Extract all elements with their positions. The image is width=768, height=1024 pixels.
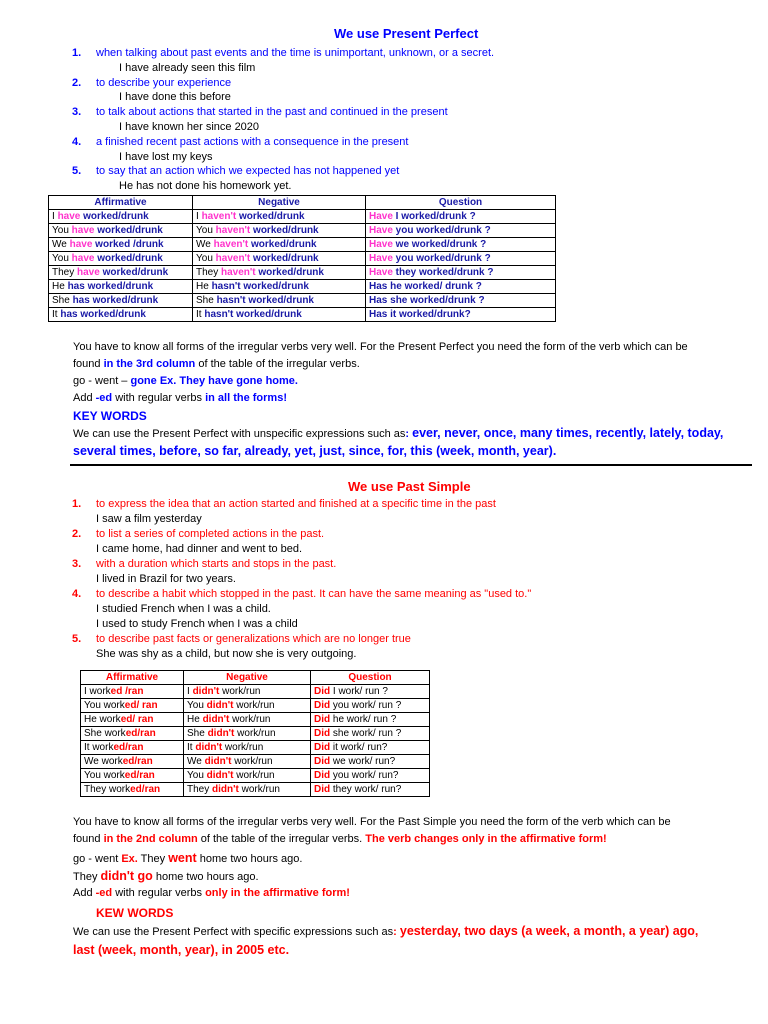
pp-cell-fragment: Have — [369, 211, 393, 222]
pp-rule-example: I have done this before — [119, 91, 231, 104]
ps-table-cell — [81, 741, 184, 755]
pp-cell-fragment: Have — [369, 253, 393, 264]
pp-cell-fragment: I worked/drunk ? — [392, 211, 476, 222]
ps-cell-fragment: work/run — [231, 756, 273, 767]
pp-cell-fragment: haven't — [221, 267, 256, 278]
pp-cell-fragment: She — [196, 295, 217, 306]
ps-cell-fragment: ed/ ran — [120, 714, 154, 725]
pp-cell-fragment: He — [52, 281, 68, 292]
ps-cell-fragment: didn't — [192, 686, 220, 697]
ps-title: We use Past Simple — [348, 479, 471, 494]
ps-key-words-line1 — [73, 924, 698, 938]
pp-cell-fragment: It — [196, 309, 205, 320]
pp-para-3rd-column: in the 3rd column — [103, 358, 196, 370]
ps-cell-fragment: didn't — [206, 770, 234, 781]
ps-table-cell — [311, 769, 430, 783]
ps-table-row — [81, 699, 430, 713]
ps-table-row — [81, 769, 430, 783]
ps-cell-fragment: You work — [84, 700, 125, 711]
pp-table-cell — [193, 224, 366, 238]
ps-cell-fragment: Did — [314, 784, 331, 795]
pp-table-row — [49, 294, 556, 308]
ps-para-affirmative-note: The verb changes only in the affirmative form! — [365, 833, 607, 845]
ps-cell-fragment: we work/ run? — [330, 756, 396, 767]
ps-they-post: home two hours ago. — [152, 871, 259, 883]
pp-cell-fragment: Have — [369, 225, 393, 236]
ps-table-cell — [184, 769, 311, 783]
ps-rule-example: She was shy as a child, but now she is very outgoing. — [96, 648, 357, 660]
ps-rule-example: I studied French when I was a child. — [96, 603, 271, 615]
pp-cell-fragment: worked/drunk — [250, 225, 319, 236]
pp-cell-fragment: They — [52, 267, 78, 278]
pp-add-pre: Add — [73, 392, 96, 404]
pp-table-cell — [49, 280, 193, 294]
pp-table-cell — [49, 308, 193, 322]
ps-table-cell — [184, 727, 311, 741]
ps-cell-fragment: It work — [84, 742, 114, 753]
pp-table-cell — [49, 266, 193, 280]
pp-cell-fragment: worked/drunk — [89, 295, 159, 306]
ps-para-found: found — [73, 833, 104, 845]
pp-rule-text: to say that an action which we expected has not happened yet — [96, 165, 400, 178]
ps-rule-number: 4. — [72, 588, 82, 600]
pp-table-cell — [366, 280, 556, 294]
ps-table-row — [81, 783, 430, 797]
pp-cell-fragment: worked/drunk — [94, 253, 163, 264]
pp-cell-fragment: has — [72, 295, 90, 306]
pp-cell-fragment: you worked/drunk ? — [392, 225, 491, 236]
pp-key-words-line1 — [73, 426, 723, 440]
ps-cell-fragment: ed/ran — [130, 784, 161, 795]
ps-cell-fragment: He work — [84, 714, 121, 725]
pp-cell-fragment: haven't — [201, 211, 237, 222]
pp-rule-number: 4. — [72, 135, 82, 148]
ps-key-words-list-2: last (week, month, year), in 2005 etc. — [73, 943, 290, 957]
pp-table-cell — [193, 266, 366, 280]
ps-header-question: Question — [311, 671, 430, 685]
ps-cell-fragment: work/run — [222, 742, 264, 753]
pp-rule-number: 5. — [72, 165, 82, 178]
pp-paragraph-line2 — [73, 358, 360, 370]
pp-cell-fragment: We — [52, 239, 70, 250]
pp-key-words-title: KEY WORDS — [73, 409, 147, 423]
ps-table-cell — [81, 699, 184, 713]
ps-table-cell — [184, 755, 311, 769]
ps-cell-fragment: I — [187, 686, 193, 697]
pp-rule-number: 3. — [72, 106, 82, 119]
ps-key-words-title: KEW WORDS — [96, 906, 174, 920]
ps-table-cell — [311, 755, 430, 769]
pp-para-rest: of the table of the irregular verbs. — [195, 358, 360, 370]
pp-header-question: Question — [366, 196, 556, 210]
pp-table-row — [49, 210, 556, 224]
ps-cell-fragment: Did — [314, 756, 331, 767]
pp-rule-example: He has not done his homework yet. — [119, 180, 292, 193]
pp-rule-text: to describe your experience — [96, 76, 232, 89]
pp-cell-fragment: has — [60, 309, 78, 320]
ps-cell-fragment: ed/ran — [113, 742, 144, 753]
ps-rule-text: to list a series of completed actions in the past. — [96, 528, 325, 540]
pp-cell-fragment: have — [69, 239, 93, 250]
ps-table-cell — [184, 783, 311, 797]
pp-add-mid: with regular verbs — [112, 392, 206, 404]
ps-table-cell — [311, 741, 430, 755]
pp-table-cell — [193, 308, 366, 322]
pp-table-cell — [366, 238, 556, 252]
pp-cell-fragment: has — [67, 281, 85, 292]
pp-cell-fragment: Have — [369, 239, 393, 250]
pp-cell-fragment: worked/drunk — [240, 281, 309, 292]
ps-rule-text: to express the idea that an action started and finished at a specific time in the past — [96, 498, 496, 510]
pp-go-gone: gone Ex. They have gone home. — [130, 375, 298, 387]
pp-go-example — [73, 375, 298, 387]
ps-cell-fragment: they work/ run? — [330, 784, 402, 795]
ps-table-cell — [184, 741, 311, 755]
ps-cell-fragment: I work/ run ? — [330, 686, 388, 697]
ps-cell-fragment: didn't — [207, 728, 235, 739]
ps-table-cell — [311, 685, 430, 699]
ps-paragraph-line1: You have to know all forms of the irregular verbs very well. For the Past Simple you need the form of the verb which can be — [73, 816, 671, 828]
ps-cell-fragment: work/run — [234, 728, 276, 739]
ps-add-ed — [73, 887, 350, 899]
ps-rule-number: 3. — [72, 558, 82, 570]
ps-header-negative: Negative — [184, 671, 311, 685]
pp-cell-fragment: They — [196, 267, 222, 278]
ps-header-affirmative: Affirmative — [81, 671, 184, 685]
ps-cell-fragment: work/run — [233, 770, 275, 781]
ps-table-cell — [81, 755, 184, 769]
pp-cell-fragment: He — [196, 281, 212, 292]
pp-cell-fragment: worked/drunk — [250, 253, 319, 264]
ps-key-words-colon: : — [393, 926, 400, 938]
pp-conjugation-table — [48, 195, 556, 322]
ps-table-cell — [311, 783, 430, 797]
pp-paragraph-line1: You have to know all forms of the irregular verbs very well. For the Present Perfect you need the form of the verb which can be — [73, 341, 688, 353]
pp-table-cell — [193, 238, 366, 252]
ps-table-row — [81, 755, 430, 769]
pp-table-cell — [193, 210, 366, 224]
pp-cell-fragment: he worked/ drunk ? — [387, 281, 482, 292]
ps-cell-fragment: he work/ run ? — [330, 714, 397, 725]
ps-cell-fragment: didn't — [206, 700, 234, 711]
pp-table-row — [49, 224, 556, 238]
pp-table-row — [49, 280, 556, 294]
pp-table-cell — [366, 210, 556, 224]
ps-table-cell — [311, 727, 430, 741]
ps-rule-number: 2. — [72, 528, 82, 540]
ps-cell-fragment: she work/ run ? — [330, 728, 402, 739]
pp-cell-fragment: worked/drunk — [248, 239, 317, 250]
pp-table-cell — [193, 252, 366, 266]
pp-header-affirmative: Affirmative — [49, 196, 193, 210]
pp-key-words-intro: We can use the Present Perfect with unspecific expressions such as — [73, 428, 406, 440]
pp-cell-fragment: have — [57, 211, 81, 222]
ps-cell-fragment: work/run — [229, 714, 271, 725]
ps-cell-fragment: you work/ run? — [330, 770, 399, 781]
ps-cell-fragment: ed/ran — [122, 756, 153, 767]
ps-conjugation-table — [80, 670, 430, 797]
pp-cell-fragment: You — [52, 225, 72, 236]
ps-table-row — [81, 685, 430, 699]
pp-cell-fragment: worked/drunk — [255, 267, 324, 278]
pp-rule-example: I have already seen this film — [119, 61, 256, 74]
pp-table-cell — [49, 238, 193, 252]
ps-add-mid: with regular verbs — [112, 887, 206, 899]
ps-paragraph-line2 — [73, 833, 607, 845]
ps-cell-fragment: ed/ran — [125, 728, 156, 739]
pp-para-found: found — [73, 358, 104, 370]
pp-cell-fragment: haven't — [215, 225, 251, 236]
ps-rule-example: I lived in Brazil for two years. — [96, 573, 236, 585]
pp-cell-fragment: worked/drunk — [233, 309, 302, 320]
pp-cell-fragment: have — [71, 225, 95, 236]
ps-they-pre: They — [73, 871, 101, 883]
pp-rule-text: when talking about past events and the time is unimportant, unknown, or a secret. — [96, 47, 495, 59]
pp-header-negative: Negative — [193, 196, 366, 210]
pp-rule-text: to talk about actions that started in the past and continued in the present — [96, 106, 448, 119]
pp-key-words-list-1: ever, never, once, many times, recently, lately, today, — [412, 426, 724, 440]
ps-add-affirmative-only: only in the affirmative form! — [205, 887, 350, 899]
pp-cell-fragment: You — [52, 253, 72, 264]
ps-cell-fragment: ed/ ran — [124, 700, 158, 711]
pp-table-cell — [366, 294, 556, 308]
ps-cell-fragment: it work/ run? — [330, 742, 388, 753]
ps-go-example — [73, 851, 302, 865]
ps-table-cell — [81, 783, 184, 797]
pp-cell-fragment: haven't — [213, 239, 249, 250]
ps-rule-example: I saw a film yesterday — [96, 513, 202, 525]
pp-cell-fragment: worked/drunk — [236, 211, 305, 222]
ps-go-pre: go - went — [73, 853, 122, 865]
section-divider — [70, 464, 752, 466]
ps-cell-fragment: They work — [84, 784, 131, 795]
ps-cell-fragment: Did — [314, 686, 331, 697]
ps-cell-fragment: didn't — [202, 714, 230, 725]
ps-go-went: went — [168, 851, 197, 865]
ps-cell-fragment: Did — [314, 742, 331, 753]
pp-cell-fragment: have — [77, 267, 100, 278]
pp-key-words-list-2: several times, before, so far, already, yet, just, since, for, this (week, month, year). — [73, 444, 557, 458]
pp-title: We use Present Perfect — [334, 26, 479, 41]
pp-cell-fragment: worked/drunk — [245, 295, 314, 306]
ps-rule-text: to describe a habit which stopped in the past. It can have the same meaning as "used to." — [96, 588, 532, 600]
ps-they-example — [73, 869, 259, 883]
pp-cell-fragment: worked /drunk — [92, 239, 164, 250]
ps-cell-fragment: didn't — [195, 742, 223, 753]
pp-table-cell — [366, 308, 556, 322]
ps-cell-fragment: Did — [314, 714, 331, 725]
pp-rule-text: a finished recent past actions with a consequence in the present — [96, 135, 409, 148]
pp-rule-number: 2. — [72, 76, 82, 89]
pp-cell-fragment: She — [52, 295, 73, 306]
ps-cell-fragment: You work — [84, 770, 125, 781]
pp-add-all-forms: in all the forms! — [205, 392, 287, 404]
ps-table-cell — [81, 769, 184, 783]
pp-cell-fragment: it worked/drunk? — [387, 309, 471, 320]
pp-cell-fragment: have — [71, 253, 95, 264]
ps-table-cell — [81, 713, 184, 727]
ps-table-cell — [311, 713, 430, 727]
pp-add-ed — [73, 392, 287, 404]
ps-rule-example: I used to study French when I was a child — [96, 618, 298, 630]
pp-table-cell — [193, 280, 366, 294]
pp-table-cell — [49, 210, 193, 224]
ps-cell-fragment: Did — [314, 770, 331, 781]
ps-cell-fragment: work/run — [233, 700, 275, 711]
pp-rule-example: I have lost my keys — [119, 150, 213, 163]
pp-table-row — [49, 238, 556, 252]
pp-cell-fragment: It — [52, 309, 61, 320]
pp-cell-fragment: Has — [369, 281, 388, 292]
pp-cell-fragment: worked/drunk — [77, 309, 146, 320]
pp-table-cell — [366, 224, 556, 238]
ps-cell-fragment: It — [187, 742, 196, 753]
pp-table-cell — [366, 252, 556, 266]
ps-cell-fragment: She — [187, 728, 208, 739]
pp-table-cell — [366, 266, 556, 280]
ps-table-cell — [184, 699, 311, 713]
ps-table-cell — [184, 685, 311, 699]
ps-they-didnt-go: didn't go — [100, 869, 153, 883]
ps-cell-fragment: We — [187, 756, 205, 767]
pp-add-ed-suffix: -ed — [95, 392, 113, 404]
ps-rule-text: with a duration which starts and stops in the past. — [96, 558, 337, 570]
ps-add-pre: Add — [73, 887, 96, 899]
ps-para-2nd-column: in the 2nd column — [103, 833, 198, 845]
ps-key-words-intro: We can use the Present Perfect with specific expressions such as — [73, 926, 394, 938]
pp-cell-fragment: worked/drunk — [99, 267, 169, 278]
pp-rule-example: I have known her since 2020 — [119, 121, 260, 133]
pp-cell-fragment: hasn't — [211, 281, 241, 292]
ps-cell-fragment: They — [187, 784, 213, 795]
pp-cell-fragment: hasn't — [204, 309, 234, 320]
pp-cell-fragment: haven't — [215, 253, 251, 264]
pp-cell-fragment: Has — [369, 295, 388, 306]
ps-cell-fragment: work/run — [219, 686, 261, 697]
pp-cell-fragment: Has — [369, 309, 388, 320]
ps-cell-fragment: ed/ran — [124, 770, 155, 781]
pp-cell-fragment: I — [196, 211, 202, 222]
ps-cell-fragment: you work/ run ? — [330, 700, 402, 711]
ps-cell-fragment: work/run — [238, 784, 280, 795]
pp-cell-fragment: I — [52, 211, 58, 222]
pp-table-cell — [193, 294, 366, 308]
pp-cell-fragment: You — [196, 225, 216, 236]
ps-cell-fragment: He — [187, 714, 203, 725]
ps-table-cell — [81, 727, 184, 741]
pp-cell-fragment: You — [196, 253, 216, 264]
pp-cell-fragment: worked/drunk — [80, 211, 149, 222]
pp-cell-fragment: We — [196, 239, 214, 250]
ps-key-words-list-1: yesterday, two days (a week, a month, a year) ago, — [399, 924, 699, 938]
ps-cell-fragment: I work — [84, 686, 111, 697]
pp-cell-fragment: worked/drunk — [94, 225, 163, 236]
pp-cell-fragment: she worked/drunk ? — [387, 295, 485, 306]
pp-cell-fragment: Have — [369, 267, 393, 278]
pp-rule-number: 1. — [72, 47, 82, 59]
pp-cell-fragment: we worked/drunk ? — [392, 239, 487, 250]
pp-table-cell — [49, 294, 193, 308]
pp-cell-fragment: hasn't — [216, 295, 246, 306]
pp-table-cell — [49, 252, 193, 266]
ps-cell-fragment: Did — [314, 728, 331, 739]
ps-table-cell — [184, 713, 311, 727]
ps-cell-fragment: ed /ran — [110, 686, 144, 697]
ps-cell-fragment: Did — [314, 700, 331, 711]
pp-table-row — [49, 266, 556, 280]
pp-key-words-colon: : — [405, 428, 413, 440]
ps-cell-fragment: You — [187, 700, 207, 711]
pp-table-cell — [49, 224, 193, 238]
ps-go-ex: Ex. — [121, 853, 138, 865]
ps-rule-example: I came home, had dinner and went to bed. — [96, 543, 303, 555]
pp-cell-fragment: worked/drunk — [84, 281, 154, 292]
ps-rule-text: to describe past facts or generalizations which are no longer true — [96, 633, 411, 645]
pp-table-row — [49, 308, 556, 322]
ps-table-cell — [81, 685, 184, 699]
ps-table-row — [81, 727, 430, 741]
ps-cell-fragment: didn't — [212, 784, 239, 795]
ps-go-mid: They — [137, 853, 169, 865]
ps-rule-number: 1. — [72, 498, 82, 510]
pp-table-row — [49, 252, 556, 266]
ps-go-post: home two hours ago. — [196, 853, 303, 865]
ps-cell-fragment: You — [187, 770, 207, 781]
ps-table-row — [81, 741, 430, 755]
ps-table-row — [81, 713, 430, 727]
ps-para-rest: of the table of the irregular verbs. — [197, 833, 366, 845]
ps-table-cell — [311, 699, 430, 713]
ps-cell-fragment: didn't — [204, 756, 232, 767]
pp-cell-fragment: they worked/drunk ? — [392, 267, 494, 278]
ps-add-ed-suffix: -ed — [95, 887, 113, 899]
ps-cell-fragment: She work — [84, 728, 126, 739]
ps-cell-fragment: We work — [84, 756, 123, 767]
pp-cell-fragment: you worked/drunk ? — [392, 253, 491, 264]
pp-go-pre: go - went – — [73, 375, 131, 387]
ps-rule-number: 5. — [72, 633, 82, 645]
